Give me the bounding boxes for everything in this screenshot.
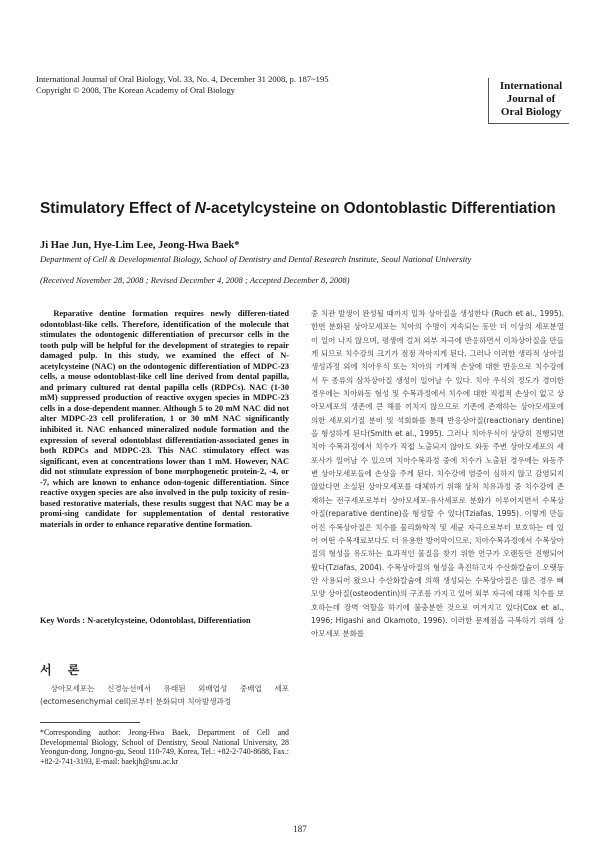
- footnote-divider: [40, 722, 140, 723]
- journal-box-line-3: Oral Biology: [500, 106, 562, 118]
- copyright-line: Copyright © 2008, The Korean Academy of Oral Biology: [36, 85, 235, 95]
- journal-box-line-2: Journal of: [506, 93, 556, 105]
- affiliation: Department of Cell & Developmental Biology, School of Dentistry and Dental Research Institute, Seoul National University: [40, 254, 472, 264]
- journal-citation: International Journal of Oral Biology, Vol. 33, No. 4, December 31 2008, p. 187~195: [36, 74, 329, 84]
- page-number: 187: [293, 824, 307, 834]
- title-suffix: -acetylcysteine on Odontoblastic Differentiation: [205, 200, 556, 217]
- corresponding-author-footnote: *Corresponding author: Jeong-Hwa Baek, Department of Cell and Developmental Biology, School of Dentistry, Seoul National University, 28 Yeongun-dong, Jongno-gu, Seoul 110-749, Korea, Tel.: +82-2-740-8688, Fax.: +82-2-741-3193, E-mail: baekjh@snu.ac.kr: [40, 728, 289, 767]
- received-dates: (Received November 28, 2008 ; Revised December 4, 2008 ; Accepted December 8, 2008): [40, 275, 350, 285]
- title-italic: N: [194, 200, 206, 217]
- abstract-text: Reparative dentine formation requires newly differen-tiated odontoblast-like cells. Therefore, identification of the molecule that stimulates the odontogenic differentiation of precursor cells in the tooth pulp will be helpful for the development of strategies to repair damaged pulp. In this study, we examined the effect of N-acetylcysteine (NAC) on the odontogenic differentiation of MDPC-23 cells, a mouse odontoblast-like cell line derived from dental papilla, and primary cultured rat dental papilla cells (RDPCs). NAC (1-30 mM) suppressed production of reactive oxygen species in MDPC-23 cells in a dose-dependent manner. Although 5 to 20 mM NAC did not alter MDPC-23 cell proliferation, 1 or 30 mM NAC significantly inhibited it. NAC enhanced mineralized nodule formation and the expression of several odontoblast differentiation-associated genes in both RDPCs and MDPC-23. This NAC stimulatory effect was significant, even at concentrations lower than 1 mM. However, NAC did not stimulate expression of bone morphogenetic protein-2, -4, or -7, which are known to enhance odon-togenic differentiation. Since reactive oxygen species are also involved in the pulp toxicity of resin-based restorative materials, these results suggest that NAC may be a promi-sing candidate for supplementation of dental restorative materials in order to enhance reparative dentine formation.: [40, 309, 289, 529]
- journal-name-box: [488, 78, 569, 124]
- introduction-right-column: 중 치관 발생이 완성될 때까지 일차 상아질을 생성한다 (Ruch et al., 1995). 한번 분화된 상아모세포는 치아의 수명이 지속되는 동안 더 이상의 세포분열이 일어 나지 않으며, 평생에 걸쳐 외부 자극에 반응하면서 이차상아질을 만들게 되므로 치수강의 크기가 점점 작아지게 된다. 그러나 이러한 생리적 상아질 생성과정 외에 치아우식 또는 치아의 기계적 손상에 대한 반응으로 치수강에서 두 종류의 삼차상아질 생성이 일어날 수 있다. 치아 우식의 정도가 경미한 경우에는 치아와동 형성 및 수복과정에서 치수에 대한 직접적 손상이 없고 상아모세포의 생존에 큰 해를 끼치지 않으므로 기존에 존재하는 상아모세포에 의한 세포외기질 분비 및 석회화를 통해 반응상아질(reactionary dentine)을 형성하게 된다(Smith et al., 1995). 그러나 치아우식이 상당히 진행되면 치아 수복과정에서 치수가 직접 노출되지 않아도 와동 주변 상아모세포의 세포사가 일어날 수 있으며 치아수복과정 중에 치수가 노출된 경우에는 와동주변 상아모세포들에 손상을 주게 된다. 치수강에 염증이 심하지 않고 감염되지 않았다면 소실된 상아모세포를 대체하기 위해 상처 치유과정 중 치수강에 존재하는 전구세포로부터 상아모세포-유사세포로 분화가 이루어지면서 수복상아질(reparative dentine)을 형성할 수 있다(Tziafas, 1995). 이렇게 만들어진 수복상아질은 치수를 물리화학적 및 세균 자극으로부터 보호하는 데 있어 어떤 수복재료보다도 더 유용한 방어막이므로, 치아수복과정에서 수복상아질의 형성을 유도하는 효과적인 물질을 찾기 위한 연구가 오랜동안 진행되어 왔다(Tziafas, 2004). 수복상아질의 형성을 촉진하고자 수산화칼슘이 오랫동안 사용되어 왔으나 수산화칼슘에 의해 생성되는 수복상아질은 많은 경우 뼈모양 상아질(osteodentin)의 구조를 가지고 있어 외부 자극에 대해 치수를 보호하는데 장벽 역할을 하기에 불충분한 것으로 여겨지고 있다(Cox et al., 1996; Higashi and Okamoto, 1996). 이러한 문제점을 극복하기 위해 상아모세포 분화를: [311, 309, 564, 639]
- article-title: [40, 200, 570, 218]
- introduction-left-text: 상아모세포는 신경능선에서 유래된 외배엽성 중배엽 세포(ectomesenchymal cell)로부터 분화되며 치아발생과정: [40, 684, 289, 707]
- journal-box-line-1: International: [499, 80, 563, 92]
- author-list: Ji Hae Jun, Hye-Lim Lee, Jeong-Hwa Baek*: [40, 240, 240, 251]
- section-heading-introduction: 서 론: [40, 663, 86, 677]
- journal-citation-block: [36, 74, 436, 96]
- title-prefix: Stimulatory Effect of: [40, 200, 195, 217]
- keywords: Key Words : N-acetylcysteine, Odontoblast, Differentiation: [40, 616, 251, 625]
